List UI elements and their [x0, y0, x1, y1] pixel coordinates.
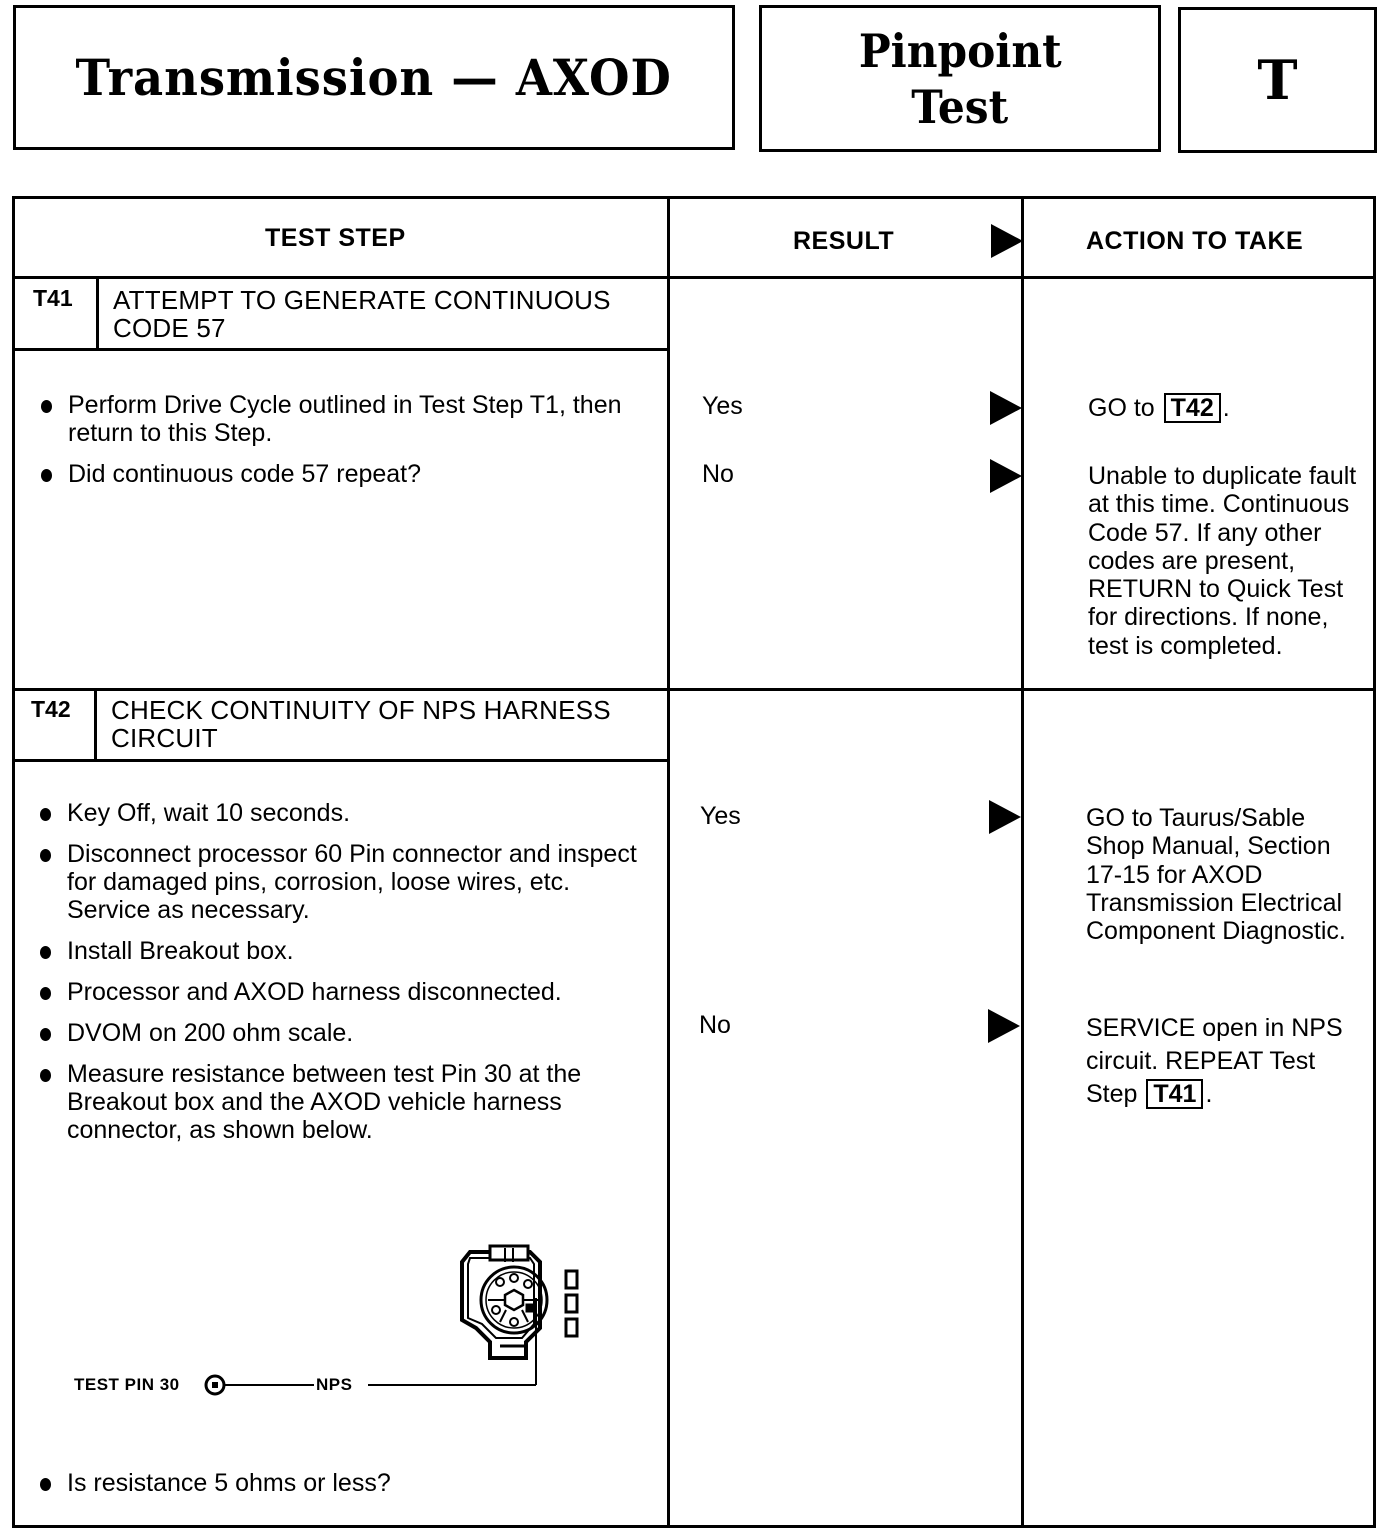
t42-instruction: Install Breakout box. — [38, 937, 648, 965]
t42-instruction: DVOM on 200 ohm scale. — [38, 1019, 648, 1047]
t41-question: Did continuous code 57 repeat? — [39, 460, 649, 488]
step-title-t41: ATTEMPT TO GENERATE CONTINUOUS CODE 57 — [113, 285, 611, 343]
t41-title-divider — [12, 348, 669, 351]
t42-action-no — [1086, 1012, 1361, 1111]
t42-question: Is resistance 5 ohms or less? — [38, 1469, 648, 1497]
t41-result-no: No — [702, 460, 734, 488]
t42-title-divider — [12, 759, 669, 762]
step-divider — [12, 688, 1376, 691]
t42-action-yes: GO to Taurus/Sable Shop Manual, Section 17-15 for AXOD Transmission Electrical Component Diagnostic. — [1086, 804, 1346, 946]
t42-instruction: Disconnect processor 60 Pin connector and inspect for damaged pins, corrosion, loose wires, etc. Service as necessary. — [38, 840, 648, 924]
t42-instruction: Processor and AXOD harness disconnected. — [38, 978, 648, 1006]
nps-wire-label: NPS — [316, 1375, 353, 1394]
section-type-line2: Test — [911, 79, 1009, 134]
t41-instruction: Perform Drive Cycle outlined in Test Step T1, then return to this Step. — [39, 391, 649, 447]
t42-id-divider — [94, 688, 97, 761]
action-suffix: . — [1205, 1080, 1213, 1108]
t42-result-yes: Yes — [700, 802, 741, 830]
divider-test-result — [667, 198, 670, 1528]
step-id-t41: T41 — [33, 285, 73, 311]
t41-id-divider — [96, 276, 99, 350]
nps-connector-icon — [462, 1246, 577, 1358]
action-suffix: . — [1222, 394, 1230, 422]
t41-action-no: Unable to duplicate fault at this time. Continuous Code 57. If any other codes are present, RETURN to Quick Test for directions. If none, test is completed. — [1088, 462, 1357, 660]
test-letter: T — [1257, 48, 1298, 112]
column-header-test-step: TEST STEP — [265, 224, 406, 252]
t41-yes-arrow-icon — [990, 391, 1022, 425]
t42-result-no: No — [699, 1011, 731, 1039]
t42-yes-arrow-icon — [989, 800, 1021, 834]
t41-result-yes: Yes — [702, 392, 743, 420]
column-header-action: ACTION TO TAKE — [1086, 227, 1304, 255]
column-header-result: RESULT — [793, 227, 895, 255]
t41-no-arrow-icon — [990, 459, 1022, 493]
t42-no-arrow-icon — [988, 1009, 1020, 1043]
t41-action-yes — [1088, 393, 1368, 423]
nps-circuit-diagram — [200, 1240, 590, 1410]
t42-instructions — [38, 799, 648, 1157]
header-row-divider — [12, 276, 1376, 279]
test-letter-box — [1178, 7, 1377, 153]
t41-instructions — [39, 391, 649, 501]
t42-instruction: Key Off, wait 10 seconds. — [38, 799, 648, 827]
document-title-box — [13, 5, 735, 150]
test-pin-icon — [206, 1376, 224, 1394]
test-pin-label: TEST PIN 30 — [74, 1375, 180, 1394]
section-type-box — [759, 5, 1161, 152]
step-id-t42: T42 — [31, 696, 71, 722]
step-title-t42: CHECK CONTINUITY OF NPS HARNESS CIRCUIT — [111, 695, 611, 753]
step-ref-t41[interactable]: T41 — [1146, 1079, 1203, 1109]
header-arrow-icon — [991, 224, 1023, 258]
t42-instruction: Measure resistance between test Pin 30 at the Breakout box and the AXOD vehicle harness connector, as shown below. — [38, 1060, 648, 1144]
action-text: SERVICE open in NPS circuit. REPEAT Test Step — [1086, 1014, 1343, 1108]
action-text: GO to — [1088, 394, 1162, 422]
t42-final-question — [38, 1469, 648, 1510]
step-ref-t42[interactable]: T42 — [1164, 393, 1221, 423]
document-title: Transmission — AXOD — [75, 48, 673, 107]
section-type-line1: Pinpoint — [858, 23, 1062, 78]
